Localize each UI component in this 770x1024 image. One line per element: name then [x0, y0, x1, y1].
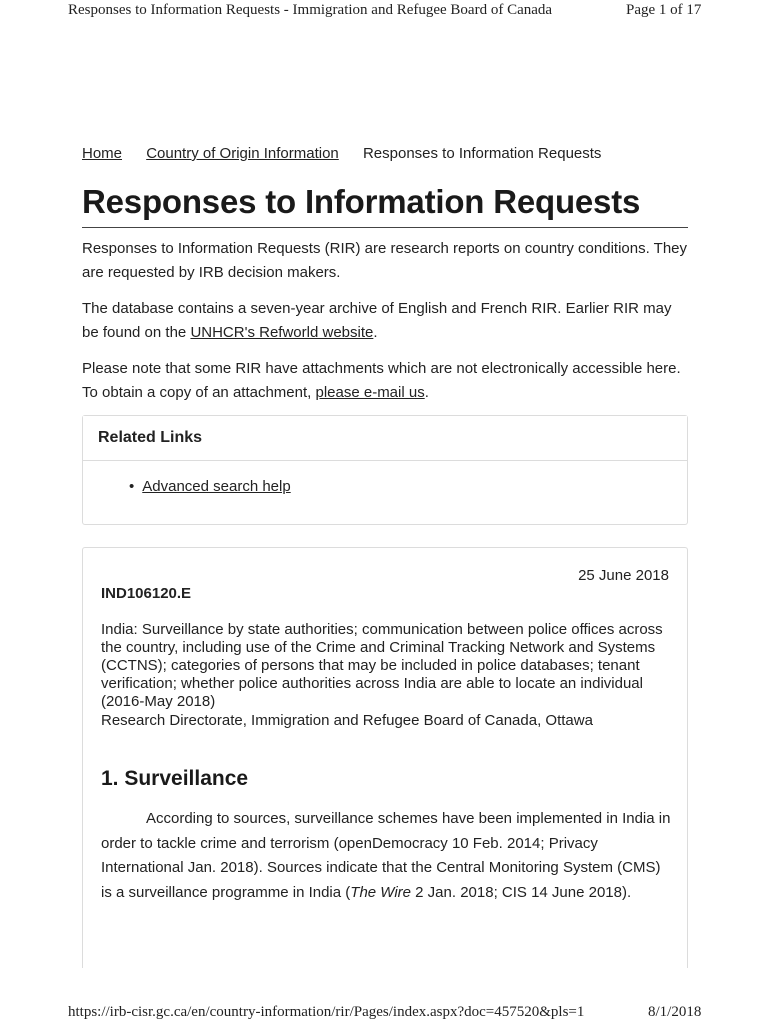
advanced-search-help-link[interactable]: Advanced search help [142, 478, 291, 495]
print-page-number: Page 1 of 17 [626, 2, 702, 18]
report-panel [82, 547, 688, 968]
breadcrumb-home-link[interactable]: Home [82, 145, 123, 162]
publication-name: The Wire [350, 883, 411, 901]
report-id: IND106120.E [101, 585, 192, 602]
section-title: 1. Surveillance [101, 767, 249, 790]
related-links-list [129, 478, 291, 495]
breadcrumb-coi-link[interactable]: Country of Origin Information [146, 145, 339, 162]
report-date: 25 June 2018 [578, 567, 669, 584]
report-summary: India: Surveillance by state authorities; communication between police offices across the country, including use of the Crime and Criminal Tracking Network and Systems (CCTNS); categories of persons that may be included in police databases; tenant verification; whether police authorities across India are able to locate an individual (2016-May 2018) [101, 621, 663, 710]
section-para-text: According to sources, surveillance schemes have been implemented in India in order to tackle crime and terrorism (openDemocracy 10 Feb. 2014; Privacy International Jan. 2018). Sources indicate that the Central Monitoring System (CMS) is a surveillance programme in India ( [101, 810, 671, 901]
report-source: Research Directorate, Immigration and Refugee Board of Canada, Ottawa [101, 712, 593, 729]
refworld-link[interactable]: UNHCR's Refworld website [190, 324, 374, 341]
email-us-link[interactable]: please e-mail us [315, 384, 425, 401]
intro-p2-text: The database contains a seven-year archive of English and French RIR. Earlier RIR may be found on the [82, 300, 672, 341]
intro-p3-text: Please note that some RIR have attachments which are not electronically accessible here. To obtain a copy of an attachment, [82, 360, 681, 401]
print-footer-url: https://irb-cisr.gc.ca/en/country-information/rir/Pages/index.aspx?doc=457520&pls=1 [68, 1004, 585, 1020]
intro-paragraph-3 [82, 357, 692, 405]
intro-paragraph-2 [82, 297, 692, 345]
intro-p3-end: . [424, 384, 429, 401]
bullet-icon: • [129, 478, 135, 495]
related-links-heading: Related Links [83, 416, 687, 461]
breadcrumb [82, 145, 601, 162]
print-header-title: Responses to Information Requests - Immigration and Refugee Board of Canada [68, 2, 553, 18]
related-links-panel [82, 415, 688, 525]
intro-p2-end: . [373, 324, 378, 341]
section-paragraph [101, 807, 673, 905]
section-para-end: 2 Jan. 2018; CIS 14 June 2018). [411, 883, 632, 901]
intro-paragraph-1: Responses to Information Requests (RIR) are research reports on country conditions. They are requested by IRB decision makers. [82, 240, 688, 281]
page-title: Responses to Information Requests [82, 183, 688, 228]
breadcrumb-current: Responses to Information Requests [362, 145, 602, 162]
print-footer-date: 8/1/2018 [648, 1004, 702, 1020]
list-item [129, 478, 291, 495]
